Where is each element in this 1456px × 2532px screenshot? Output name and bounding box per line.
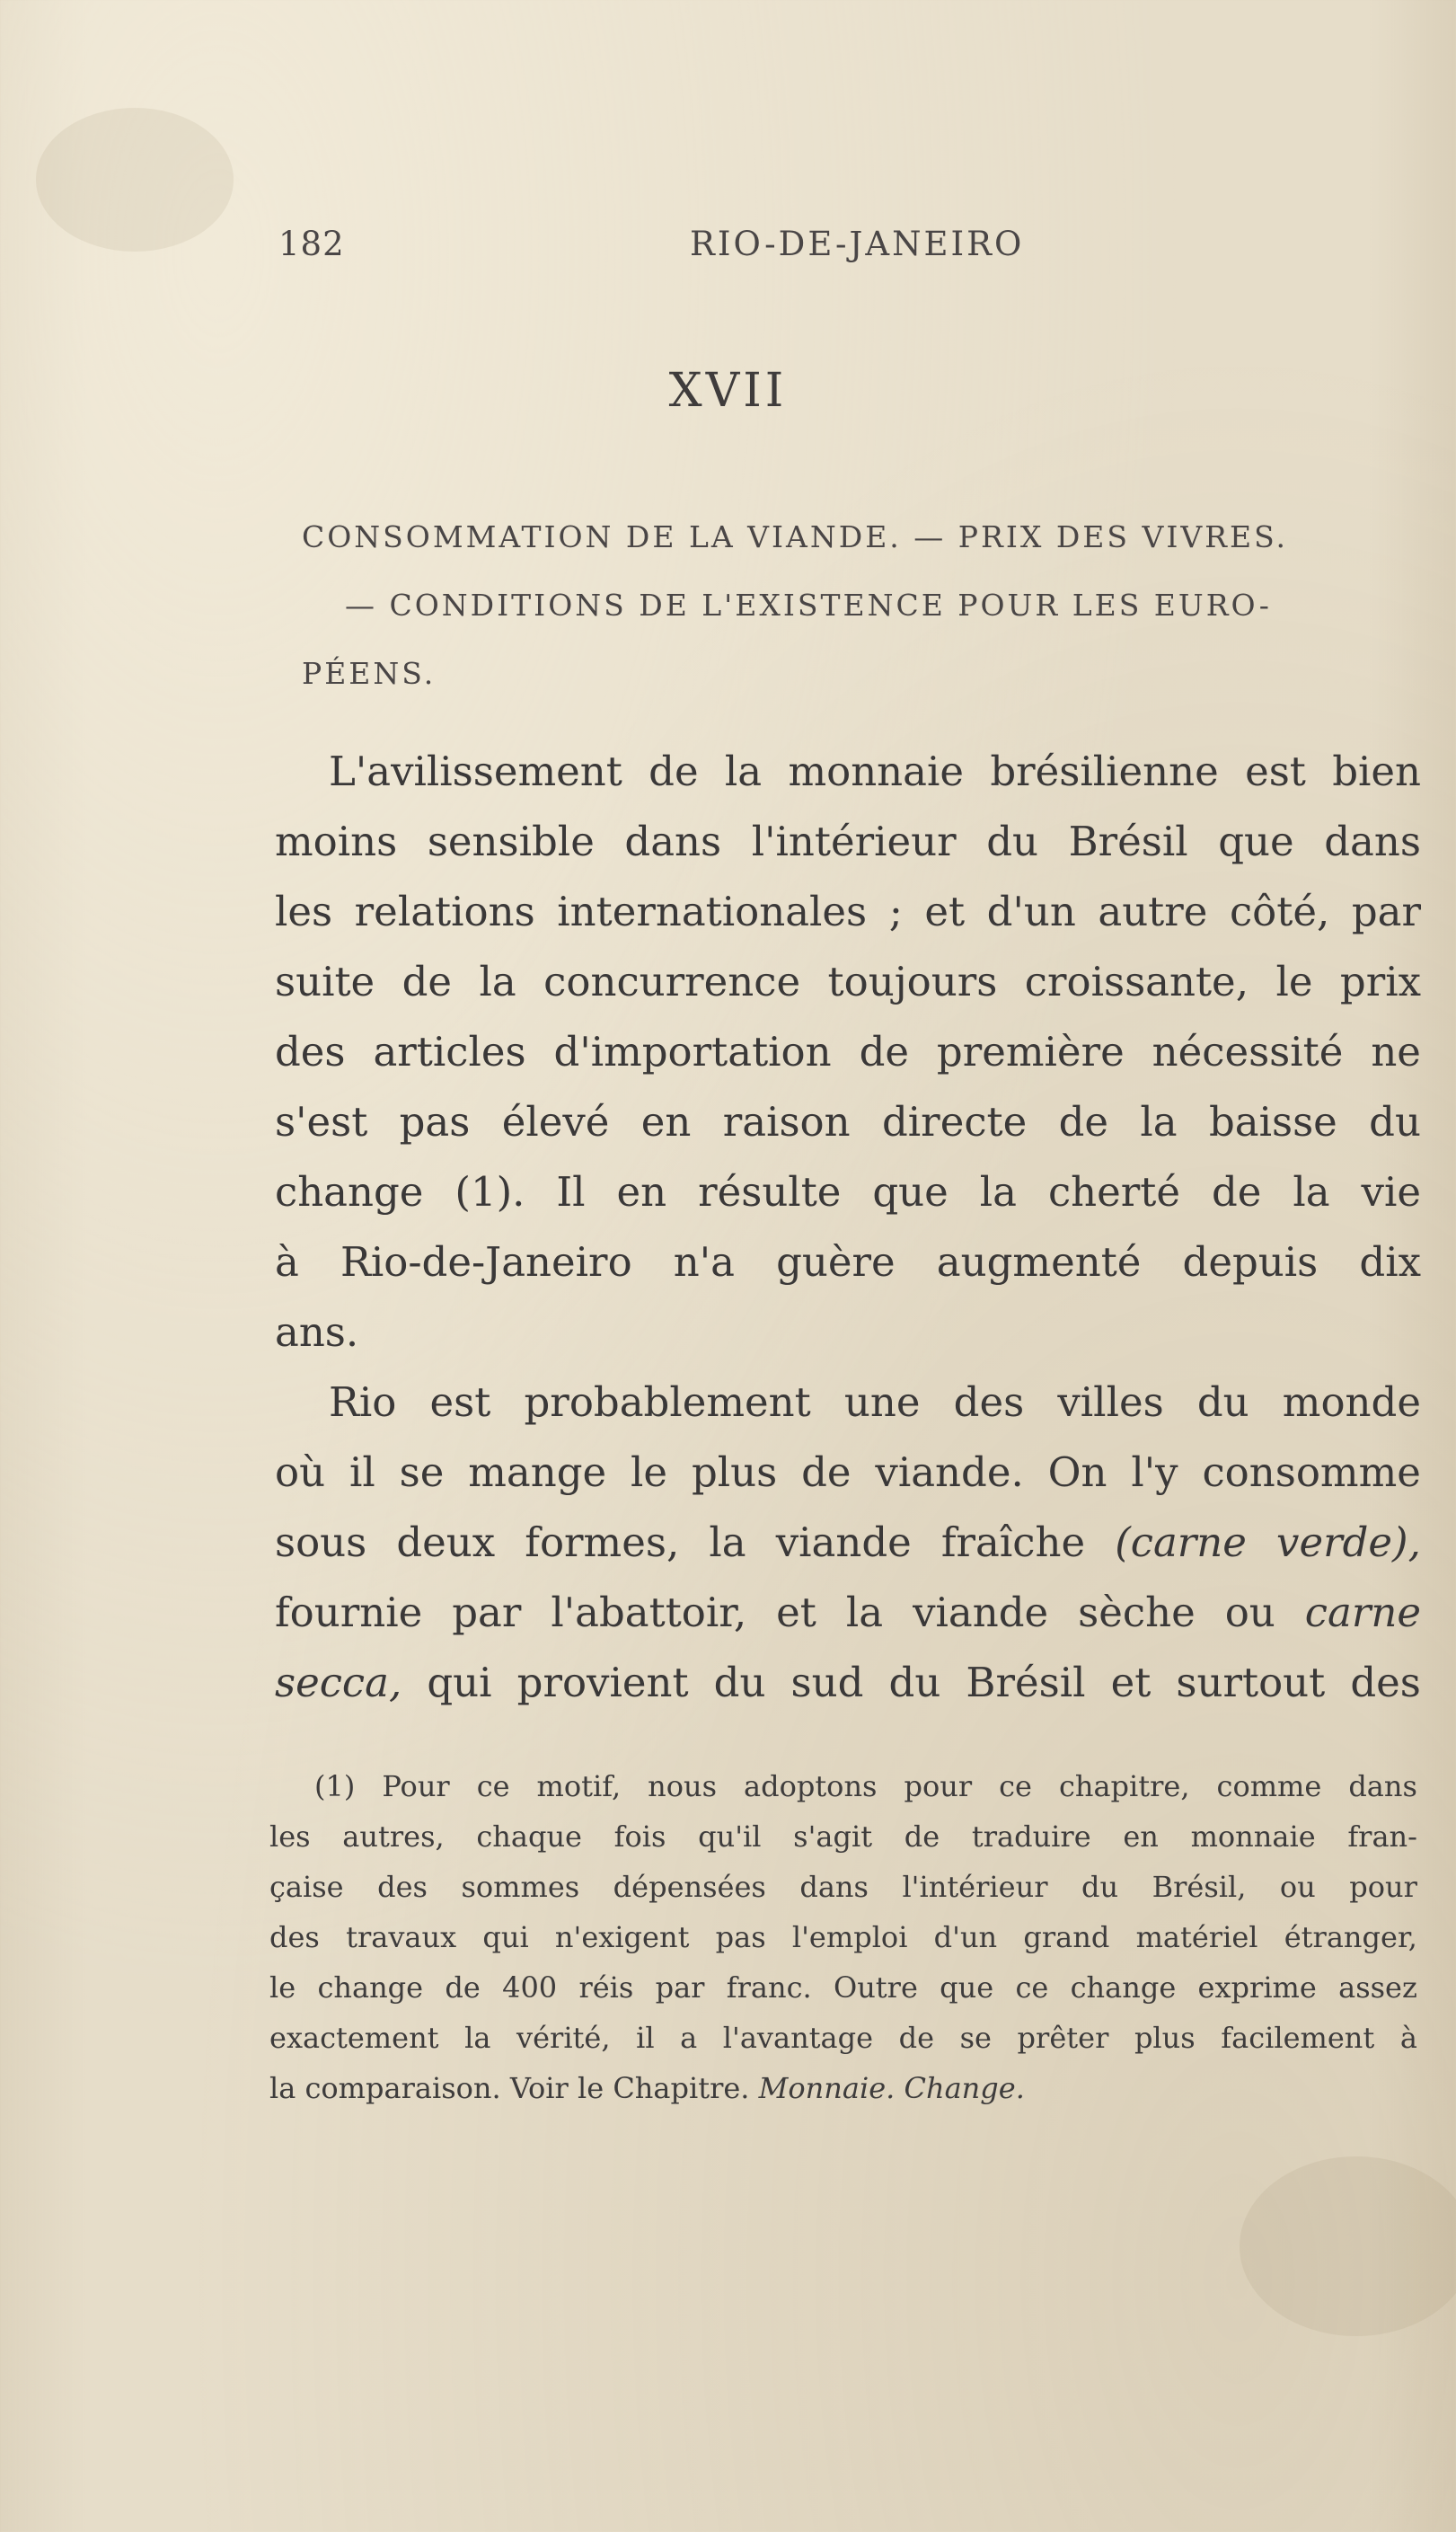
word: moins [275,818,398,865]
word: dépensées [613,1870,766,1904]
chapter-summary-line: — CONDITIONS DE L'EXISTENCE POUR LES EURO- [345,588,1272,623]
footnote-line [269,1962,1417,2013]
word: cherté [1047,1168,1180,1216]
word: du [1369,1098,1421,1146]
footnote-line [269,2013,1417,2063]
word: pas [399,1098,471,1146]
word: augmenté [936,1238,1142,1286]
word: viande [913,1589,1049,1636]
word: nécessité [1152,1028,1344,1076]
word: On [1047,1448,1107,1496]
word: de [1058,1098,1109,1146]
word: les [269,1819,311,1854]
body-line [275,1648,1421,1718]
word: qui [427,1659,492,1706]
word: viande. [875,1448,1024,1496]
word: et [1110,1659,1152,1706]
body-line [275,1368,1421,1438]
word: (1) [314,1769,356,1803]
word: sud [790,1659,864,1706]
word: prêter [1017,2021,1109,2055]
word: la [269,2071,296,2105]
word: de [402,958,453,1005]
word: concurrence [543,958,801,1005]
word: brésilienne [990,748,1219,795]
word: ans. [275,1308,359,1356]
word: prix [1339,958,1421,1005]
word: en [640,1098,692,1146]
word: résulte [698,1168,842,1216]
word: L'avilissement [329,748,622,795]
paper-stain [1240,2156,1456,2336]
body-line [275,1578,1421,1648]
chapter-number: XVII [668,364,788,418]
body-text [275,737,1421,1718]
word: d'un [986,888,1076,935]
word: est [429,1378,491,1426]
body-line [275,737,1421,807]
word: à [1399,2021,1417,2055]
word: Pour [382,1769,450,1803]
footnote-line [269,1811,1417,1862]
body-line [275,947,1421,1017]
word: où [275,1448,326,1496]
word: internationales [557,888,868,935]
word: autre [1098,888,1208,935]
word: le [631,1448,668,1496]
word: du [986,818,1038,865]
word: çaise [269,1870,344,1904]
word: fournie [275,1589,423,1636]
word: a [680,2021,698,2055]
word: du [888,1659,941,1706]
body-line [275,1087,1421,1157]
word: dans [1324,818,1421,865]
word: l'emploi [791,1920,908,1954]
word: que [872,1168,949,1216]
word: ce [1015,1970,1049,2005]
footnote-line [269,1761,1417,1811]
word: pas [715,1920,766,1954]
word: viande [775,1518,912,1566]
word: le [1275,958,1313,1005]
word: traduire [971,1819,1091,1854]
word: Voir [509,2071,569,2105]
word: s'agit [793,1819,873,1854]
word: du [1081,1870,1119,1904]
word: Change. [904,2071,1025,2105]
word: (1). [454,1168,525,1216]
word: est [1245,748,1306,795]
word: s'est [275,1098,368,1146]
word: pour [1349,1870,1417,1904]
word: plus [1134,2021,1196,2055]
word: bien [1332,748,1421,795]
paper-stain [36,108,234,252]
body-line [275,807,1421,877]
word: qui [482,1920,529,1954]
word: de [904,1819,940,1854]
word: l'abattoir, [551,1589,747,1636]
word: première [936,1028,1125,1076]
word: ce [476,1769,510,1803]
word: plus [691,1448,778,1496]
word: baisse [1208,1098,1337,1146]
word: le [577,2071,604,2105]
word: ou [1279,1870,1316,1904]
word: la [1293,1168,1330,1216]
word: formes, [525,1518,680,1566]
word: la [479,958,516,1005]
word: sèche [1078,1589,1196,1636]
word: Monnaie. [758,2071,896,2105]
word: raison [722,1098,851,1146]
word: change [317,1970,424,2005]
word: adoptons [744,1769,878,1803]
word: sous [275,1518,367,1566]
word: Il [556,1168,586,1216]
word: que [940,1970,994,2005]
word: la [464,2021,491,2055]
word: une [843,1378,921,1426]
word: se [959,2021,992,2055]
word: motif, [536,1769,622,1803]
word: la [979,1168,1017,1216]
word: carne [1304,1589,1421,1636]
word: verde), [1276,1518,1421,1566]
word: Brésil, [1152,1870,1247,1904]
word: monde [1282,1378,1421,1426]
word: pour [904,1769,973,1803]
word: 400 [502,1970,558,2005]
chapter-summary-line: CONSOMMATION DE LA VIANDE. — PRIX DES VIVRES. [302,519,1289,554]
word: change [275,1168,424,1216]
word: et [924,888,966,935]
word: dans [624,818,722,865]
word: l'y [1131,1448,1178,1496]
body-line [275,877,1421,947]
word: Chapitre. [613,2071,750,2105]
footnote-line [269,1912,1417,1962]
word: Brésil [1068,818,1188,865]
word: probablement [524,1378,811,1426]
word: exactement [269,2021,439,2055]
word: deux [396,1518,496,1566]
word: surtout [1176,1659,1326,1706]
word: la [1140,1098,1178,1146]
word: fraîche [940,1518,1086,1566]
word: assez [1338,1970,1417,2005]
footnote-line [269,1862,1417,1912]
word: vérité, [516,2021,611,2055]
word: d'importation [553,1028,832,1076]
word: nous [648,1769,718,1803]
word: n'exigent [554,1920,690,1954]
body-line [275,1227,1421,1297]
chapter-summary-line: PÉENS. [302,656,437,691]
word: Rio-de-Janeiro [340,1238,632,1286]
word: l'avantage [722,2021,874,2055]
word: toujours [827,958,998,1005]
word: la [709,1518,746,1566]
word: provient [516,1659,689,1706]
word: Brésil [966,1659,1086,1706]
word: croissante, [1024,958,1249,1005]
word: dans [1348,1769,1417,1803]
word: l'intérieur [902,1870,1048,1904]
word: de [649,748,699,795]
word: que [1218,818,1294,865]
word: comme [1216,1769,1322,1803]
page-number: 182 [278,225,345,263]
word: du [713,1659,766,1706]
word: en [616,1168,667,1216]
word: des [275,1028,346,1076]
word: par [655,1970,705,2005]
word: relations [354,888,535,935]
word: sommes [461,1870,580,1904]
word: de [898,2021,935,2055]
word: élevé [501,1098,610,1146]
word: il [636,2021,655,2055]
word: ce [999,1769,1032,1803]
word: des [377,1870,428,1904]
word: étranger, [1284,1920,1417,1954]
word: sensible [427,818,595,865]
word: et [776,1589,816,1636]
word: (carne [1115,1518,1247,1566]
word: vie [1361,1168,1421,1216]
word: chaque [476,1819,582,1854]
word: Outre [833,1970,918,2005]
word: des [1350,1659,1421,1706]
word: il [349,1448,375,1496]
word: des [953,1378,1025,1426]
word: franc. [726,1970,812,2005]
word: à [275,1238,299,1286]
word: facilement [1221,2021,1375,2055]
word: change [1070,1970,1177,2005]
word: consomme [1202,1448,1421,1496]
word: la [724,748,763,795]
word: travaux [346,1920,457,1954]
word: la [845,1589,884,1636]
word: du [1196,1378,1249,1426]
word: exprime [1197,1970,1317,2005]
word: mange [468,1448,607,1496]
word: ou [1224,1589,1275,1636]
word: fran- [1347,1819,1417,1854]
word: secca, [275,1659,402,1706]
word: réis [578,1970,634,2005]
word: qu'il [698,1819,762,1854]
running-title: RIO-DE-JANEIRO [690,225,1025,263]
word: villes [1057,1378,1164,1426]
chapter-summary [302,503,1414,708]
footnote [269,1761,1417,2113]
word: de [445,1970,481,2005]
body-line [275,1438,1421,1508]
running-head [278,225,1177,279]
word: monnaie [1190,1819,1316,1854]
word: depuis [1182,1238,1319,1286]
word: en [1123,1819,1159,1854]
footnote-line [269,2063,1417,2113]
body-line [275,1017,1421,1087]
word: guère [776,1238,896,1286]
word: l'intérieur [751,818,957,865]
body-line [275,1157,1421,1227]
word: côté, [1229,888,1330,935]
word: comparaison. [304,2071,501,2105]
word: ne [1371,1028,1421,1076]
word: grand [1023,1920,1110,1954]
body-line [275,1297,1421,1368]
word: le [269,1970,296,2005]
word: Rio [329,1378,397,1426]
word: directe [881,1098,1028,1146]
word: ; [888,888,903,935]
word: de [801,1448,852,1496]
body-line [275,1508,1421,1578]
word: monnaie [788,748,965,795]
word: se [399,1448,445,1496]
word: n'a [673,1238,735,1286]
word: les [275,888,333,935]
word: autres, [342,1819,445,1854]
word: articles [373,1028,526,1076]
word: dans [799,1870,869,1904]
word: chapitre, [1058,1769,1190,1803]
word: dix [1359,1238,1421,1286]
word: par [452,1589,522,1636]
word: des [269,1920,320,1954]
word: d'un [933,1920,998,1954]
word: fois [613,1819,666,1854]
word: de [1211,1168,1262,1216]
word: de [859,1028,909,1076]
word: matériel [1135,1920,1258,1954]
word: suite [275,958,375,1005]
word: par [1351,888,1421,935]
